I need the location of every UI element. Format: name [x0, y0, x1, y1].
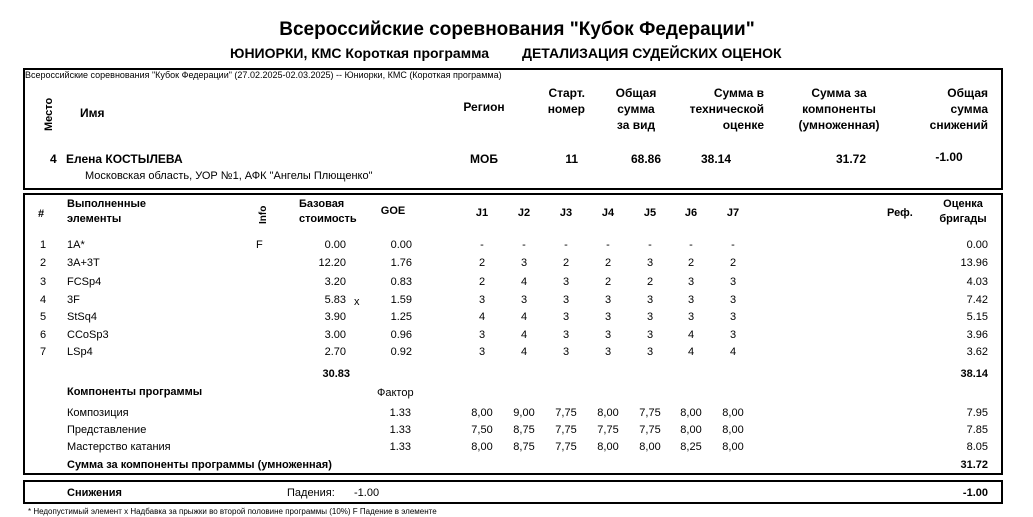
judge-score-j1: 2: [478, 276, 486, 288]
element-panel-score: 0.00: [966, 239, 988, 251]
element-code: 3A+3T: [67, 257, 100, 269]
element-number: 7: [40, 346, 47, 358]
judge-score-j6: 4: [687, 329, 695, 341]
component-judge-score-j1: 8,00: [471, 407, 493, 419]
judge-score-j3: 2: [562, 257, 570, 269]
deductions-header: Общая сумма снижений: [929, 86, 988, 132]
component-factor: 1.33: [389, 407, 411, 419]
judge-header-j4: J4: [601, 207, 615, 219]
judge-header-j5: J5: [643, 207, 657, 219]
goe-header: GOE: [380, 205, 406, 217]
tech-score-header: Сумма в технической оценке: [689, 86, 764, 132]
components-total-label: Сумма за компоненты программы (умноженная): [67, 459, 332, 471]
judge-score-j7: 3: [729, 294, 737, 306]
element-base-value: 3.00: [324, 329, 346, 341]
skater-total-score: 68.86: [630, 152, 662, 166]
component-judge-score-j7: 8,00: [722, 407, 744, 419]
component-judge-score-j7: 8,00: [722, 441, 744, 453]
skater-place: 4: [50, 152, 57, 166]
component-name: Мастерство катания: [67, 441, 171, 453]
judge-score-j4: -: [606, 239, 610, 251]
judge-score-j5: 3: [646, 257, 654, 269]
judge-score-j2: 4: [520, 311, 528, 323]
element-base-value: 5.83: [324, 294, 346, 306]
component-name: Композиция: [67, 407, 129, 419]
judge-header-j1: J1: [475, 207, 489, 219]
category-subtitle: ЮНИОРКИ, КМС Короткая программа: [230, 45, 490, 61]
name-header: Имя: [80, 106, 105, 120]
judge-score-j7: 3: [729, 329, 737, 341]
judge-score-j4: 2: [604, 257, 612, 269]
judge-score-j3: 3: [562, 329, 570, 341]
judge-score-j6: 3: [687, 311, 695, 323]
judge-score-j1: 3: [478, 346, 486, 358]
referee-header: Реф.: [887, 207, 913, 219]
judge-score-j2: 3: [520, 294, 528, 306]
judge-score-j1: 3: [478, 329, 486, 341]
falls-label: Падения:: [287, 487, 335, 499]
element-goe: 1.59: [390, 294, 412, 306]
component-judge-score-j1: 8,00: [471, 441, 493, 453]
element-code: FCSp4: [67, 276, 102, 288]
components-header: Компоненты программы: [67, 386, 203, 398]
component-judge-score-j2: 9,00: [513, 407, 535, 419]
judge-score-j1: 3: [478, 294, 486, 306]
element-base-value: 3.20: [324, 276, 346, 288]
base-value-total: 30.83: [322, 368, 350, 380]
judge-score-j6: 3: [687, 294, 695, 306]
element-panel-score: 3.96: [966, 329, 988, 341]
page-title: Всероссийские соревнования "Кубок Федерации": [279, 19, 755, 40]
info-header: Info: [258, 205, 269, 224]
footnote: * Недопустимый элемент x Надбавка за прыжки во второй половине программы (10%) F Падение в элементе: [28, 507, 437, 516]
place-header: Место: [43, 97, 55, 131]
judge-score-j7: 4: [729, 346, 737, 358]
judge-score-j7: 3: [729, 311, 737, 323]
component-judge-score-j5: 7,75: [639, 424, 661, 436]
falls-value: -1.00: [354, 487, 380, 499]
judge-score-j5: 3: [646, 311, 654, 323]
judge-score-j5: 3: [646, 329, 654, 341]
deductions-total: -1.00: [962, 487, 988, 499]
component-judge-score-j4: 8,00: [597, 407, 619, 419]
judge-score-j2: -: [522, 239, 526, 251]
component-judge-score-j3: 7,75: [555, 407, 577, 419]
element-goe: 0.92: [390, 346, 412, 358]
judge-score-j2: 4: [520, 329, 528, 341]
judge-score-j7: 3: [729, 276, 737, 288]
skater-club: Московская область, УОР №1, АФК "Ангелы Плющенко": [85, 170, 373, 182]
base-value-header: Базовая стоимость: [299, 198, 357, 225]
judge-score-j5: 2: [646, 276, 654, 288]
element-panel-score: 5.15: [966, 311, 988, 323]
element-goe: 0.96: [390, 329, 412, 341]
element-base-value: 0.00: [324, 239, 346, 251]
judge-score-j6: 3: [687, 276, 695, 288]
judge-score-j2: 4: [520, 276, 528, 288]
judge-score-j4: 3: [604, 346, 612, 358]
judge-score-j4: 3: [604, 294, 612, 306]
tech-score-total: 38.14: [960, 368, 988, 380]
panel-score-header: Оценка бригады: [939, 198, 987, 225]
judge-score-j5: 3: [646, 346, 654, 358]
judge-score-j7: -: [731, 239, 735, 251]
judge-header-j7: J7: [726, 207, 740, 219]
judge-score-j1: -: [480, 239, 484, 251]
element-goe: 0.83: [390, 276, 412, 288]
judge-score-j3: 3: [562, 346, 570, 358]
element-base-value: 2.70: [324, 346, 346, 358]
element-base-value: 3.90: [324, 311, 346, 323]
component-judge-score-j4: 7,75: [597, 424, 619, 436]
component-factor: 1.33: [389, 441, 411, 453]
judge-score-j5: -: [648, 239, 652, 251]
component-judge-score-j2: 8,75: [513, 424, 535, 436]
component-judge-score-j3: 7,75: [555, 441, 577, 453]
element-bonus-marker: x: [354, 296, 360, 308]
element-base-value: 12.20: [318, 257, 346, 269]
judge-header-j2: J2: [517, 207, 531, 219]
elements-header: Выполненные элементы: [67, 198, 146, 225]
component-judge-score-j6: 8,00: [680, 407, 702, 419]
component-judge-score-j7: 8,00: [722, 424, 744, 436]
element-code: LSp4: [67, 346, 93, 358]
element-number: 5: [40, 311, 47, 323]
judge-score-j1: 4: [478, 311, 486, 323]
element-code: StSq4: [67, 311, 97, 323]
judge-score-j6: 2: [687, 257, 695, 269]
judge-score-j3: -: [564, 239, 568, 251]
element-code: 1A*: [67, 239, 85, 251]
region-header: Регион: [463, 100, 505, 114]
judge-score-j1: 2: [478, 257, 486, 269]
skater-start-number: 11: [565, 152, 578, 166]
judge-score-j6: 4: [687, 346, 695, 358]
skater-tech-score: 38.14: [700, 152, 732, 166]
component-judge-score-j6: 8,25: [680, 441, 702, 453]
element-panel-score: 4.03: [966, 276, 988, 288]
start-number-header: Старт. номер: [547, 86, 585, 116]
element-number: 4: [40, 294, 47, 306]
component-judge-score-j5: 8,00: [639, 441, 661, 453]
element-number: 2: [40, 257, 47, 269]
component-judge-score-j5: 7,75: [639, 407, 661, 419]
component-panel-score: 7.95: [966, 407, 988, 419]
skater-name: Елена КОСТЫЛЕВА: [66, 152, 183, 166]
judge-score-j5: 3: [646, 294, 654, 306]
components-total: 31.72: [960, 459, 988, 471]
judge-score-j6: -: [689, 239, 693, 251]
total-score-header: Общая сумма за вид: [615, 86, 657, 132]
deductions-label: Снижения: [67, 487, 122, 499]
element-goe: 0.00: [390, 239, 412, 251]
judge-score-j4: 3: [604, 329, 612, 341]
skater-deductions: -1.00: [935, 150, 963, 164]
judge-score-j7: 2: [729, 257, 737, 269]
element-goe: 1.76: [390, 257, 412, 269]
component-factor: 1.33: [389, 424, 411, 436]
components-score-header: Сумма за компоненты (умноженная): [798, 86, 880, 132]
element-panel-score: 7.42: [966, 294, 988, 306]
skater-components-score: 31.72: [835, 152, 867, 166]
judge-score-j4: 2: [604, 276, 612, 288]
judge-score-j3: 3: [562, 294, 570, 306]
element-number: 3: [40, 276, 47, 288]
element-panel-score: 3.62: [966, 346, 988, 358]
component-judge-score-j4: 8,00: [597, 441, 619, 453]
judge-score-j3: 3: [562, 311, 570, 323]
element-number: 1: [40, 239, 47, 251]
element-code: 3F: [67, 294, 80, 306]
component-judge-score-j2: 8,75: [513, 441, 535, 453]
factor-header: Фактор: [377, 387, 414, 399]
element-num-header: #: [38, 208, 45, 220]
component-judge-score-j1: 7,50: [471, 424, 493, 436]
element-panel-score: 13.96: [960, 257, 988, 269]
component-panel-score: 7.85: [966, 424, 988, 436]
judge-score-j3: 3: [562, 276, 570, 288]
element-number: 6: [40, 329, 47, 341]
report-subtitle: ДЕТАЛИЗАЦИЯ СУДЕЙСКИХ ОЦЕНОК: [522, 45, 782, 61]
element-info: F: [256, 239, 263, 251]
judge-score-j4: 3: [604, 311, 612, 323]
judge-header-j3: J3: [559, 207, 573, 219]
skater-region: МОБ: [470, 152, 498, 166]
judge-score-j2: 4: [520, 346, 528, 358]
element-code: CCoSp3: [67, 329, 109, 341]
judge-score-j2: 3: [520, 257, 528, 269]
component-judge-score-j3: 7,75: [555, 424, 577, 436]
element-goe: 1.25: [390, 311, 412, 323]
component-judge-score-j6: 8,00: [680, 424, 702, 436]
judge-header-j6: J6: [684, 207, 698, 219]
component-name: Представление: [67, 424, 147, 436]
event-line: Всероссийские соревнования "Кубок Федерации" (27.02.2025-02.03.2025) -- Юниорки, КМС (Короткая программа): [25, 70, 502, 80]
deductions-box: [23, 480, 1003, 504]
component-panel-score: 8.05: [966, 441, 988, 453]
